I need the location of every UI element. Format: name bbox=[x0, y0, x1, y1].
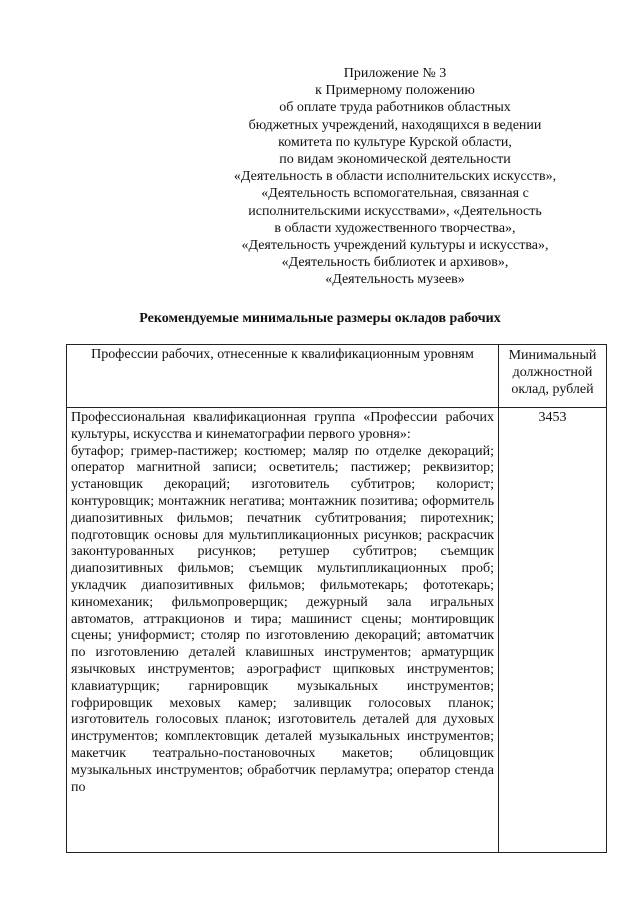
appendix-line: «Деятельность библиотек и архивов», bbox=[281, 255, 509, 271]
salary-cell: 3453 bbox=[499, 408, 607, 853]
appendix-line: в области художественного творчества», bbox=[274, 220, 516, 236]
table-row bbox=[67, 408, 607, 853]
appendix-line: «Деятельность учреждений культуры и искусства», bbox=[241, 238, 549, 254]
appendix-line: Приложение № 3 bbox=[343, 66, 447, 81]
appendix-line: «Деятельность музеев» bbox=[325, 272, 465, 288]
appendix-line: «Деятельность в области исполнительских искусств», bbox=[233, 169, 557, 185]
appendix-line: исполнительскими искусствами», «Деятельность bbox=[248, 203, 542, 219]
appendix-line: по видам экономической деятельности bbox=[279, 152, 511, 168]
professions-cell bbox=[67, 408, 499, 853]
document-heading: Рекомендуемые минимальные размеры окладов рабочих bbox=[139, 311, 501, 326]
table-header-row bbox=[67, 345, 607, 408]
appendix-line: бюджетных учреждений, находящихся в ведении bbox=[248, 117, 542, 133]
header-professions: Профессии рабочих, отнесенные к квалификационным уровням bbox=[67, 345, 499, 408]
appendix-line: «Деятельность вспомогательная, связанная с bbox=[261, 186, 529, 202]
appendix-line: к Примерному положению bbox=[315, 83, 475, 99]
salary-table bbox=[66, 344, 607, 853]
appendix-header bbox=[200, 65, 590, 289]
professions-list: бутафор; гример-пастижер; костюмер; маляр по отделке декораций; оператор магнитной записи; осветитель; пастижер; реквизитор; установщик декораций; изготовитель субтитров; колорист; контуровщик; монтажник негатива; монтажник позитива; оформитель диапозитивных фильмов; печатник субтитрования; пиротехник; подготовщик основы для мультипликационных рисунков; раскрасчик законтурованных рисунков; ретушер субтитров; съемщик диапозитивных фильмов; съемщик мультипликационных проб; укладчик диапозитивных фильмов; фильмотекарь; фототекарь; киномеханик; фильмопроверщик; дежурный зала игральных автоматов, аттракционов и тира; машинист сцены; монтировщик сцены; униформист; столяр по изготовлению декораций; автоматчик по изготовлению деталей клавишных инструментов; арматурщик язычковых инструментов; аэрографист щипковых инструментов; клавиатурщик; гарнировщик музыкальных инструментов; гофрировщик меховых камер; заливщик голосовых планок; изготовитель голосовых планок; изготовитель деталей для духовых инструментов; комплектовщик деталей музыкальных инструментов; макетчик театрально-постановочных макетов; облицовщик музыкальных инструментов; обработчик перламутра; оператор стенда по bbox=[71, 443, 494, 795]
appendix-line: об оплате труда работников областных bbox=[279, 100, 511, 116]
header-salary: Минимальный должностной оклад, рублей bbox=[499, 345, 607, 408]
appendix-line: комитета по культуре Курской области, bbox=[278, 134, 512, 150]
qualification-group-title: Профессиональная квалификационная группа «Профессии рабочих культуры, искусства и кинематографии первого уровня»: bbox=[71, 410, 494, 442]
